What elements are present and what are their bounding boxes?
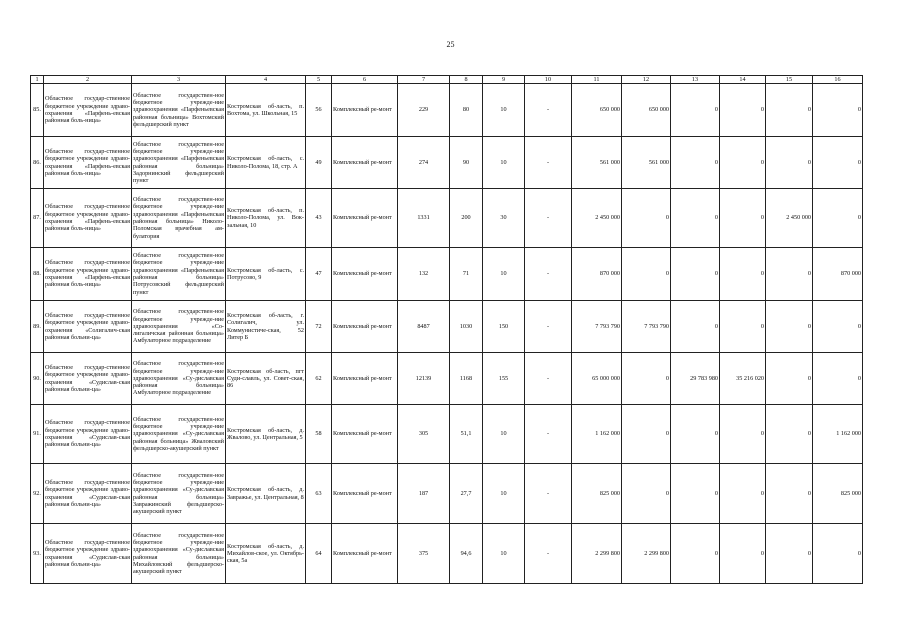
amount-cell: 0 (813, 353, 863, 405)
work-type-cell: Комплексный ре-монт (332, 301, 398, 353)
value-cell: - (525, 464, 572, 524)
amount-cell: 0 (671, 464, 720, 524)
row-number-cell: 89. (31, 301, 44, 353)
facility-cell: Областное государствен-ное бюджетное учрежде-ние здравоохранения «Су-диславская районная больница» Завражинский фельдшерско-акушерский пункт (132, 464, 226, 524)
value-cell: 200 (450, 189, 483, 248)
amount-cell: 0 (813, 84, 863, 137)
institution-cell: Областное государ-ственное бюджетное учреждение здраво-охранения «Парфень-евская районная боль-ница» (44, 84, 132, 137)
address-cell: Костромская об-ласть, д. Завражье, ул. Центральная, 8 (226, 464, 306, 524)
address-cell: Костромская об-ласть, д. Жвалово, ул. Центральная, 5 (226, 405, 306, 464)
amount-cell: 0 (720, 189, 766, 248)
amount-cell: 35 216 020 (720, 353, 766, 405)
column-header: 6 (332, 76, 398, 84)
value-cell: - (525, 524, 572, 584)
column-header: 16 (813, 76, 863, 84)
amount-cell: 650 000 (622, 84, 671, 137)
year-cell: 64 (306, 524, 332, 584)
table-row (31, 248, 863, 301)
amount-cell: 0 (720, 248, 766, 301)
amount-cell: 0 (622, 248, 671, 301)
value-cell: - (525, 84, 572, 137)
value-cell: 90 (450, 137, 483, 189)
value-cell: 27,7 (450, 464, 483, 524)
value-cell: - (525, 137, 572, 189)
institution-cell: Областное государ-ственное бюджетное учреждение здраво-охранения «Судислав-ская районная больни-ца» (44, 524, 132, 584)
value-cell: - (525, 301, 572, 353)
year-cell: 63 (306, 464, 332, 524)
column-header: 7 (398, 76, 450, 84)
address-cell: Костромская об-ласть, п. Вохтома, ул. Школьная, 15 (226, 84, 306, 137)
amount-cell: 0 (813, 301, 863, 353)
year-cell: 56 (306, 84, 332, 137)
row-number-cell: 92. (31, 464, 44, 524)
amount-cell: 0 (622, 464, 671, 524)
value-cell: 94,6 (450, 524, 483, 584)
column-header: 1 (31, 76, 44, 84)
year-cell: 62 (306, 353, 332, 405)
column-header: 3 (132, 76, 226, 84)
header-row (31, 76, 863, 84)
row-number-cell: 91. (31, 405, 44, 464)
column-header: 12 (622, 76, 671, 84)
amount-cell: 0 (720, 405, 766, 464)
amount-cell: 0 (671, 189, 720, 248)
value-cell: - (525, 248, 572, 301)
amount-cell: 0 (720, 84, 766, 137)
value-cell: 1168 (450, 353, 483, 405)
amount-cell: 65 000 000 (572, 353, 622, 405)
amount-cell: 0 (813, 137, 863, 189)
amount-cell: 0 (720, 301, 766, 353)
amount-cell: 0 (622, 405, 671, 464)
facility-cell: Областное государствен-ное бюджетное учрежде-ние здравоохранения «Парфеньевская районная больница» Задорнинский фельдшерский пункт (132, 137, 226, 189)
year-cell: 47 (306, 248, 332, 301)
column-header: 13 (671, 76, 720, 84)
amount-cell: 2 450 000 (572, 189, 622, 248)
year-cell: 43 (306, 189, 332, 248)
amount-cell: 0 (720, 464, 766, 524)
table-row (31, 137, 863, 189)
facility-cell: Областное государствен-ное бюджетное учрежде-ние здравоохранения «Со-лигаличская районная больница» Амбулаторное подразделение (132, 301, 226, 353)
address-cell: Костромская об-ласть, д. Михайлов-ское, ул. Октябрь-ская, 5а (226, 524, 306, 584)
table-row (31, 301, 863, 353)
value-cell: 10 (483, 524, 525, 584)
amount-cell: 0 (720, 524, 766, 584)
value-cell: 30 (483, 189, 525, 248)
value-cell: 10 (483, 405, 525, 464)
amount-cell: 0 (813, 189, 863, 248)
amount-cell: 0 (766, 464, 813, 524)
institution-cell: Областное государ-ственное бюджетное учреждение здраво-охранения «Парфень-евская районная боль-ница» (44, 137, 132, 189)
amount-cell: 0 (766, 353, 813, 405)
value-cell: 51,1 (450, 405, 483, 464)
amount-cell: 1 162 000 (572, 405, 622, 464)
amount-cell: 870 000 (572, 248, 622, 301)
value-cell: 10 (483, 137, 525, 189)
value-cell: 10 (483, 464, 525, 524)
column-header: 11 (572, 76, 622, 84)
amount-cell: 0 (671, 301, 720, 353)
row-number-cell: 93. (31, 524, 44, 584)
column-header: 15 (766, 76, 813, 84)
work-type-cell: Комплексный ре-монт (332, 464, 398, 524)
institution-cell: Областное государ-ственное бюджетное учреждение здраво-охранения «Солигалич-ская районная больни-ца» (44, 301, 132, 353)
value-cell: 150 (483, 301, 525, 353)
address-cell: Костромская об-ласть, п. Николо-Полома, ул. Вок-зальная, 10 (226, 189, 306, 248)
facility-cell: Областное государствен-ное бюджетное учрежде-ние здравоохранения «Су-диславская районная больница» Жваловский фельдшерско-акушерский пункт (132, 405, 226, 464)
amount-cell: 561 000 (572, 137, 622, 189)
work-type-cell: Комплексный ре-монт (332, 189, 398, 248)
amount-cell: 2 299 800 (622, 524, 671, 584)
value-cell: 1030 (450, 301, 483, 353)
column-header: 10 (525, 76, 572, 84)
table-row (31, 189, 863, 248)
amount-cell: 1 162 000 (813, 405, 863, 464)
value-cell: - (525, 189, 572, 248)
row-number-cell: 90. (31, 353, 44, 405)
value-cell: 375 (398, 524, 450, 584)
amount-cell: 0 (813, 524, 863, 584)
table-row (31, 464, 863, 524)
value-cell: 155 (483, 353, 525, 405)
value-cell: 132 (398, 248, 450, 301)
amount-cell: 0 (671, 137, 720, 189)
renovation-table (30, 75, 863, 584)
institution-cell: Областное государ-ственное бюджетное учреждение здраво-охранения «Судислав-ская районная больни-ца» (44, 353, 132, 405)
value-cell: 80 (450, 84, 483, 137)
column-header: 14 (720, 76, 766, 84)
amount-cell: 7 793 790 (622, 301, 671, 353)
amount-cell: 0 (766, 137, 813, 189)
value-cell: 1331 (398, 189, 450, 248)
amount-cell: 0 (671, 248, 720, 301)
row-number-cell: 87. (31, 189, 44, 248)
amount-cell: 0 (766, 301, 813, 353)
amount-cell: 650 000 (572, 84, 622, 137)
amount-cell: 0 (766, 248, 813, 301)
row-number-cell: 85. (31, 84, 44, 137)
page-number: 25 (446, 40, 455, 49)
facility-cell: Областное государствен-ное бюджетное учрежде-ние здравоохранения «Су-диславская районная больница» Амбулаторное подразделение (132, 353, 226, 405)
work-type-cell: Комплексный ре-монт (332, 137, 398, 189)
amount-cell: 0 (720, 137, 766, 189)
value-cell: - (525, 405, 572, 464)
column-header: 4 (226, 76, 306, 84)
amount-cell: 2 299 800 (572, 524, 622, 584)
column-header: 9 (483, 76, 525, 84)
amount-cell: 0 (671, 84, 720, 137)
amount-cell: 825 000 (813, 464, 863, 524)
value-cell: 229 (398, 84, 450, 137)
address-cell: Костромская об-ласть, пгт Суди-славль, ул. Совет-ская, 86 (226, 353, 306, 405)
year-cell: 49 (306, 137, 332, 189)
amount-cell: 29 783 980 (671, 353, 720, 405)
facility-cell: Областное государствен-ное бюджетное учрежде-ние здравоохранения «Парфеньевская районная больница» Николо-Поломская врачебная ам-булатория (132, 189, 226, 248)
amount-cell: 0 (766, 405, 813, 464)
work-type-cell: Комплексный ре-монт (332, 524, 398, 584)
year-cell: 72 (306, 301, 332, 353)
amount-cell: 0 (622, 189, 671, 248)
address-cell: Костромская об-ласть, с. Николо-Полома, 18, стр. А (226, 137, 306, 189)
work-type-cell: Комплексный ре-монт (332, 353, 398, 405)
value-cell: 10 (483, 248, 525, 301)
table-row (31, 84, 863, 137)
amount-cell: 0 (671, 405, 720, 464)
value-cell: 305 (398, 405, 450, 464)
institution-cell: Областное государ-ственное бюджетное учреждение здраво-охранения «Парфень-евская районная боль-ница» (44, 189, 132, 248)
value-cell: 187 (398, 464, 450, 524)
row-number-cell: 86. (31, 137, 44, 189)
row-number-cell: 88. (31, 248, 44, 301)
column-header: 2 (44, 76, 132, 84)
year-cell: 58 (306, 405, 332, 464)
amount-cell: 0 (766, 524, 813, 584)
value-cell: - (525, 353, 572, 405)
value-cell: 8487 (398, 301, 450, 353)
facility-cell: Областное государствен-ное бюджетное учрежде-ние здравоохранения «Парфеньевская районная больница» Вохтомский фельдшерский пункт (132, 84, 226, 137)
address-cell: Костромская об-ласть, г. Солигалич, ул. Коммунистиче-ская, 52 Литер Б (226, 301, 306, 353)
column-header: 8 (450, 76, 483, 84)
institution-cell: Областное государ-ственное бюджетное учреждение здраво-охранения «Парфень-евская районная боль-ница» (44, 248, 132, 301)
institution-cell: Областное государ-ственное бюджетное учреждение здраво-охранения «Судислав-ская районная больни-ца» (44, 464, 132, 524)
table-row (31, 405, 863, 464)
amount-cell: 2 450 000 (766, 189, 813, 248)
work-type-cell: Комплексный ре-монт (332, 248, 398, 301)
amount-cell: 0 (671, 524, 720, 584)
table-row (31, 524, 863, 584)
value-cell: 12139 (398, 353, 450, 405)
amount-cell: 561 000 (622, 137, 671, 189)
amount-cell: 0 (622, 353, 671, 405)
value-cell: 10 (483, 84, 525, 137)
value-cell: 274 (398, 137, 450, 189)
amount-cell: 870 000 (813, 248, 863, 301)
amount-cell: 7 793 790 (572, 301, 622, 353)
address-cell: Костромская об-ласть, с. Потрусово, 9 (226, 248, 306, 301)
facility-cell: Областное государствен-ное бюджетное учрежде-ние здравоохранения «Су-диславская районная больница» Михайловский фельдшерско-акушерский пункт (132, 524, 226, 584)
work-type-cell: Комплексный ре-монт (332, 84, 398, 137)
column-header: 5 (306, 76, 332, 84)
work-type-cell: Комплексный ре-монт (332, 405, 398, 464)
amount-cell: 0 (766, 84, 813, 137)
value-cell: 71 (450, 248, 483, 301)
institution-cell: Областное государ-ственное бюджетное учреждение здраво-охранения «Судислав-ская районная больни-ца» (44, 405, 132, 464)
amount-cell: 825 000 (572, 464, 622, 524)
table-row (31, 353, 863, 405)
facility-cell: Областное государствен-ное бюджетное учрежде-ние здравоохранения «Парфеньевская районная больница» Потрусовский фельдшерский пункт (132, 248, 226, 301)
